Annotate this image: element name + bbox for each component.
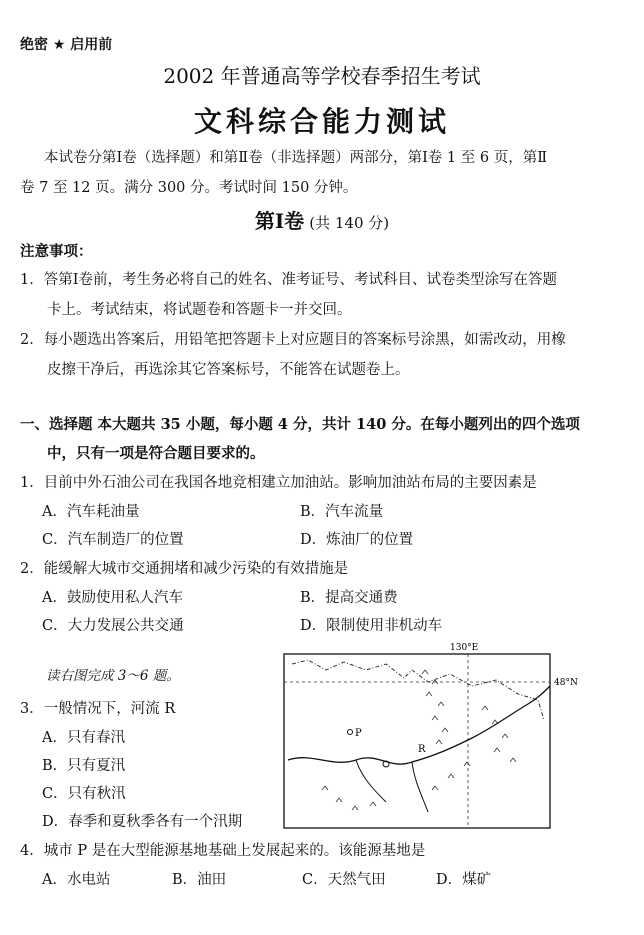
note-2-line-1: 2．每小题选出答案后，用铅笔把答题卡上对应题目的答案标号涂黑，如需改动，用橡 (20, 332, 566, 348)
latitude-label: 48°N (554, 678, 578, 688)
river-tributary-2 (412, 762, 428, 812)
part-title (0, 205, 644, 234)
q2-option-a: A．鼓励使用私人汽车 (42, 590, 183, 606)
q1-option-d: D．炼油厂的位置 (300, 532, 414, 548)
note-1-line-1: 1．答第Ⅰ卷前，考生务必将自己的姓名、准考证号、考试科目、试卷类型涂写在答题 (20, 272, 557, 288)
map-reading-note: 读右图完成 3～6 题。 (46, 668, 180, 684)
region-map (282, 640, 602, 830)
confidential-label: 绝密 ★ 启用前 (20, 37, 113, 53)
intro-line-1: 本试卷分第Ⅰ卷（选择题）和第Ⅱ卷（非选择题）两部分，第Ⅰ卷 1 至 6 页，第Ⅱ (44, 150, 548, 166)
city-p-label: P (355, 728, 362, 739)
intro-line-2: 卷 7 至 12 页。满分 300 分。考试时间 150 分钟。 (20, 180, 358, 196)
q4-option-d: D．煤矿 (436, 872, 492, 888)
section-1-line-1: 一、选择题 本大题共 35 小题，每小题 4 分，共计 140 分。在每小题列出的四个选项 (20, 416, 580, 433)
q2-option-c: C．大力发展公共交通 (42, 618, 184, 634)
section-1-line-2: 中，只有一项是符合题目要求的。 (47, 445, 265, 462)
note-1-line-2: 卡上。考试结束，将试题卷和答题卡一并交回。 (47, 302, 352, 318)
q2-option-b: B．提高交通费 (300, 590, 398, 606)
part-title-main: 第Ⅰ卷 (254, 209, 305, 233)
q1-stem: 1．目前中外石油公司在我国各地竞相建立加油站。影响加油站布局的主要因素是 (20, 475, 537, 491)
q1-option-b: B．汽车流量 (300, 504, 384, 520)
notes-heading: 注意事项： (20, 243, 93, 260)
q2-option-d: D．限制使用非机动车 (300, 618, 443, 634)
note-2-line-2: 皮擦干净后，再选涂其它答案标号，不能答在试题卷上。 (47, 362, 410, 378)
q3-option-a: A．只有春汛 (42, 730, 125, 746)
map-frame (284, 654, 550, 828)
main-title: 文科综合能力测试 (193, 105, 450, 138)
q1-option-c: C．汽车制造厂的位置 (42, 532, 184, 548)
q4-option-a: A．水电站 (42, 872, 111, 888)
longitude-label: 130°E (450, 643, 479, 653)
q4-stem: 4．城市 P 是在大型能源基地基础上发展起来的。该能源基地是 (20, 843, 426, 859)
q3-option-d: D．春季和夏秋季各有一个汛期 (42, 814, 243, 830)
river-r-label: R (418, 744, 426, 755)
border-line (292, 660, 544, 720)
exam-title: 2002 年普通高等学校春季招生考试 (163, 64, 481, 88)
q2-stem: 2．能缓解大城市交通拥堵和减少污染的有效措施是 (20, 561, 349, 577)
q4-option-c: C．天然气田 (302, 872, 386, 888)
part-title-sub: (共 140 分) (309, 214, 390, 232)
q3-stem: 3．一般情况下，河流 R (20, 701, 176, 717)
river-tributary (356, 760, 386, 802)
q3-option-c: C．只有秋汛 (42, 786, 126, 802)
q3-option-b: B．只有夏汛 (42, 758, 126, 774)
q1-option-a: A．汽车耗油量 (42, 504, 140, 520)
q4-option-b: B．油田 (172, 872, 227, 888)
city-p-marker (348, 730, 353, 735)
